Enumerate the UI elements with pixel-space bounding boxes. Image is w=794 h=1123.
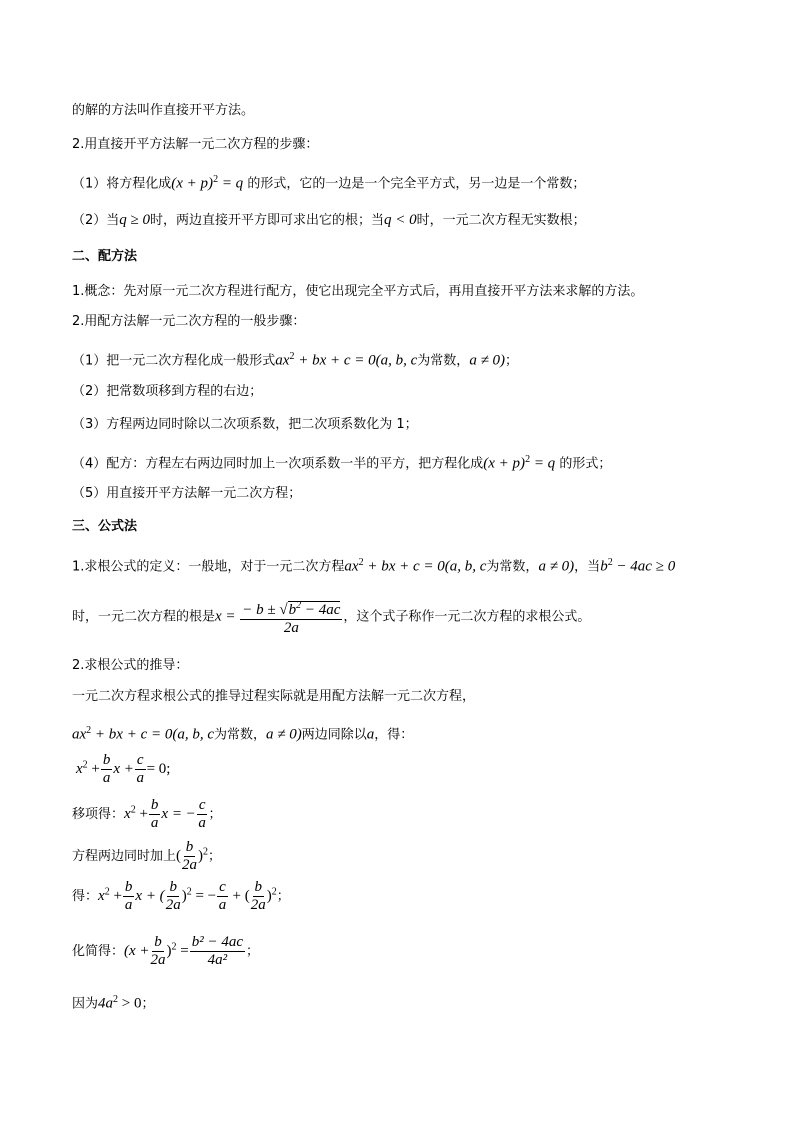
step-4: （4）配方：方程左右两边同时加上一次项系数一半的平方，把方程化成$(x + p)^2 = q$ 的形式；: [72, 454, 612, 472]
quadratic-formula: $\frac{- b \pm √b^2 - 4ac}{2a}$: [240, 597, 342, 637]
formula-line: 得：$x^2$ + $\frac{b}{a}$ x + ( $\frac{b}{2a}$ )$^2$ = − $\frac{c}{a}$ + ( $\frac{b}{2a}$ )$^2$；: [72, 879, 290, 913]
fraction: $\frac{b}{2a}$: [182, 839, 198, 873]
formula-line: $x^2$ + $\frac{b}{a}$ x + $\frac{c}{a}$ = 0;: [76, 752, 171, 786]
step-2: （2）当q ≥ 0时，两边直接开平方即可求出它的根；当q < 0时，一元二次方程无实数根；: [72, 212, 586, 228]
fraction: $\frac{b}{a}$: [102, 752, 111, 786]
paragraph: 2.求根公式的推导：: [72, 658, 189, 673]
formula-line: 因为$4a^2 > 0$；: [72, 994, 155, 1012]
formula-line: 时，一元二次方程的根是x = $\frac{- b \pm √b^2 - 4ac}{2a}$ ，这个式子称作一元二次方程的求根公式。: [72, 597, 590, 637]
fraction: $\frac{c}{a}$: [198, 797, 206, 831]
fraction: $\frac{b}{2a}$: [150, 934, 166, 968]
step-5: （5）用直接开平方法解一元二次方程；: [72, 486, 302, 501]
paragraph: 一元二次方程求根公式的推导过程实际就是用配方法解一元二次方程，: [72, 689, 476, 704]
step-1: （1）将方程化成$(x + p)^2 = q$ 的形式，它的一边是一个完全平方式，另一边是一个常数；: [72, 174, 586, 192]
fraction: $\frac{b}{a}$: [150, 797, 159, 831]
paragraph: 2.用直接开平方法解一元二次方程的步骤：: [72, 137, 319, 152]
fraction: $\frac{b}{2a}$: [165, 879, 181, 913]
fraction: $\frac{c}{a}$: [218, 879, 227, 913]
formula-line: $ax^2$ + bx + c = 0(a, b, c为常数，a ≠ 0)两边同除以a，得：: [72, 725, 414, 743]
paragraph: 1.求根公式的定义：一般地，对于一元二次方程$ax^2$ + bx + c = 0(a, b, c为常数，a ≠ 0)，当$b^2 - 4ac \ge 0$: [72, 557, 676, 575]
formula-line: 方程两边同时加上( $\frac{b}{2a}$ )$^2$；: [72, 839, 222, 873]
paragraph: 1.概念：先对原一元二次方程进行配方，使它出现完全平方式后，再用直接开平方法来求解的方法。: [72, 284, 644, 299]
section-heading: 三、公式法: [72, 519, 138, 534]
step-1: （1）把一元二次方程化成一般形式$ax^2$ + bx + c = 0(a, b, c为常数，a ≠ 0)；: [72, 351, 519, 369]
fraction: $\frac{\text{b² − 4ac}}{\text{4a²}}$: [191, 934, 244, 968]
paragraph: 的解的方法叫作直接开平方法。: [72, 103, 255, 118]
formula-line: 移项得：$x^2$ + $\frac{b}{a}$ x = − $\frac{c}{a}$ ；: [72, 797, 222, 831]
fraction: $\frac{b}{2a}$: [250, 879, 266, 913]
step-2: （2）把常数项移到方程的右边；: [72, 384, 263, 399]
fraction: $\frac{c}{a}$: [136, 752, 144, 786]
formula-line: 化简得：(x + $\frac{b}{2a}$ )$^2$ = $\frac{\text{b² − 4ac}}{\text{4a²}}$ ；: [72, 934, 260, 968]
step-3: （3）方程两边同时除以二次项系数，把二次项系数化为 1；: [72, 417, 418, 432]
fraction: $\frac{b}{a}$: [124, 879, 133, 913]
paragraph: 2.用配方法解一元二次方程的一般步骤：: [72, 314, 306, 329]
section-heading: 二、配方法: [72, 249, 138, 264]
